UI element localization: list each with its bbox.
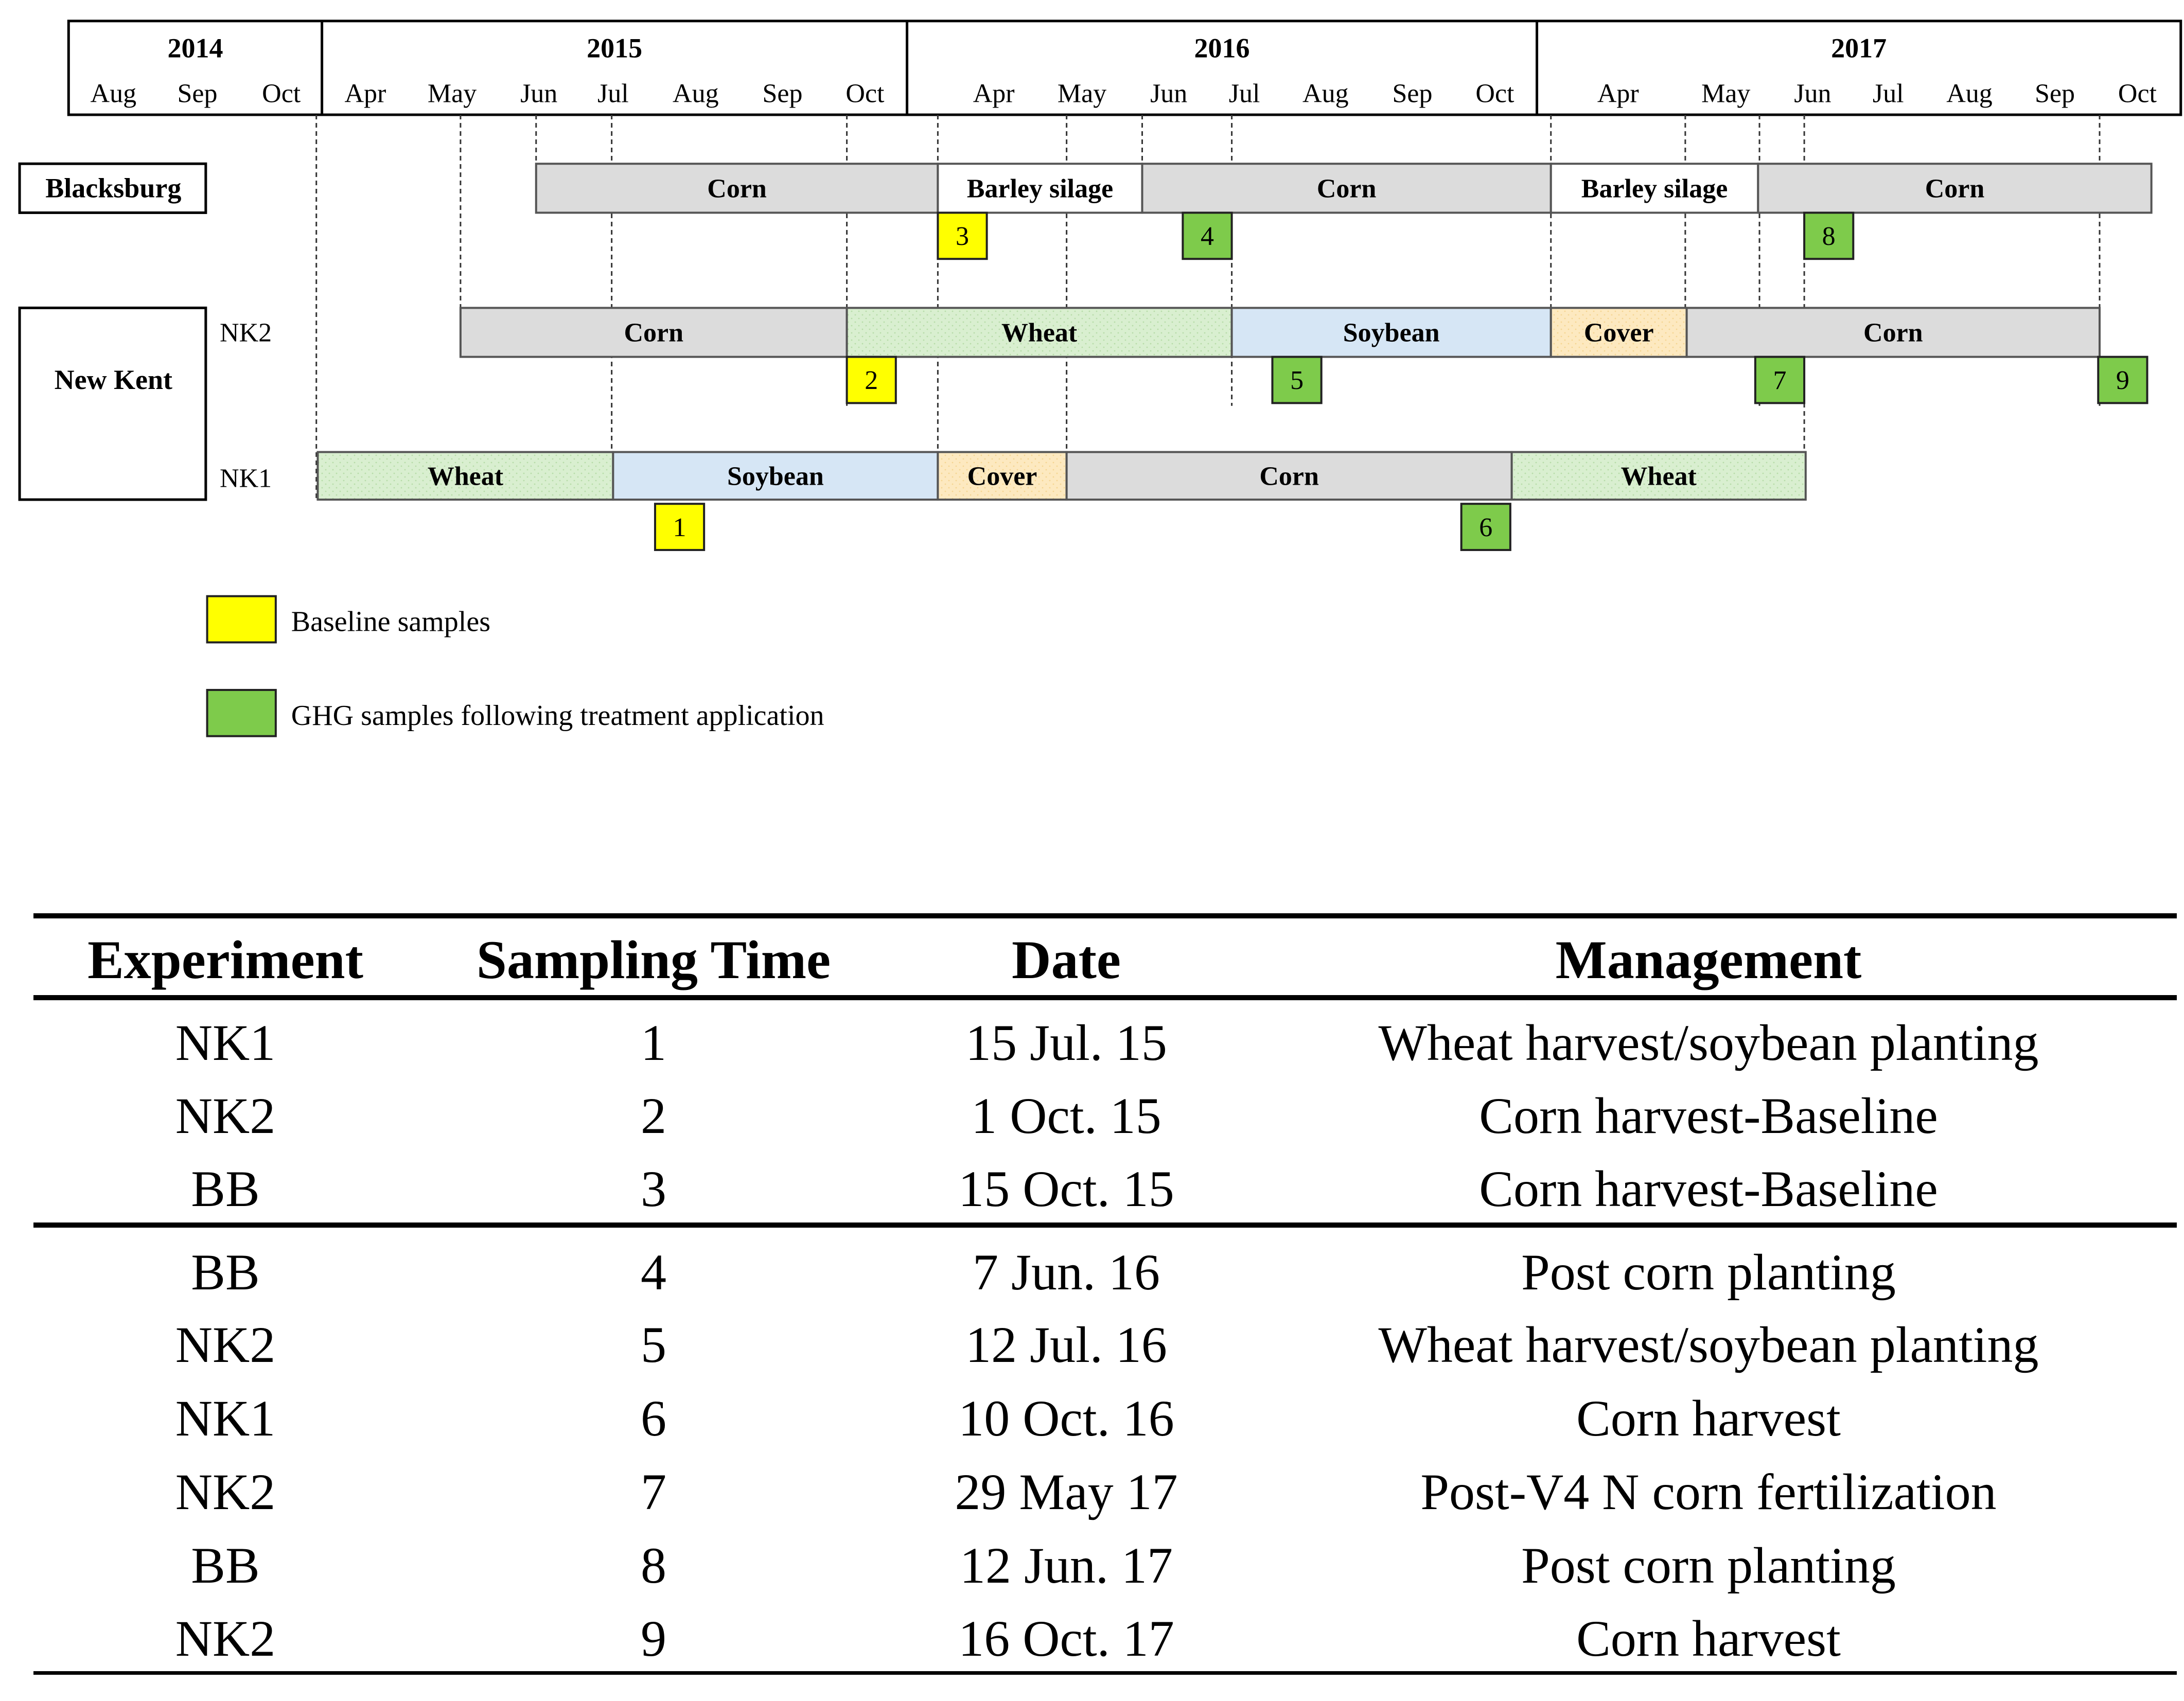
cell-management: Corn harvest-Baseline [1479,1160,1938,1217]
month-label: Jul [1872,79,1904,109]
row-label-nk2: NK2 [220,318,272,348]
year-label: 2014 [167,32,223,64]
sample-number: 3 [956,222,969,251]
sample-number: 6 [1479,512,1493,542]
sample-number: 8 [1822,222,1836,251]
cell-experiment: BB [191,1537,260,1594]
crop-label: Barley silage [966,174,1114,204]
month-label: Jun [1794,79,1831,109]
cell-management: Post-V4 N corn fertilization [1420,1463,1997,1520]
site-labels [20,164,272,500]
crop-label: Corn [707,174,767,204]
cell-management: Wheat harvest/soybean planting [1378,1316,2039,1373]
cell-experiment: NK1 [175,1390,276,1447]
crop-label: Barley silage [1581,174,1728,204]
cell-sampling-time: 3 [641,1160,666,1217]
month-label: Sep [2034,79,2075,109]
crop-label: Corn [624,318,684,348]
header-management: Management [1555,930,1862,990]
year-label: 2015 [587,32,643,64]
cell-date: 12 Jun. 17 [960,1537,1173,1594]
month-label: Aug [1302,79,1349,109]
sample-number: 5 [1290,366,1304,396]
crop-rotation-bars [318,164,2151,500]
cell-date: 29 May 17 [955,1463,1178,1520]
cell-experiment: BB [191,1244,260,1301]
crop-label: Soybean [1343,318,1440,348]
year-label: 2017 [1831,32,1887,64]
crop-label: Corn [1863,318,1923,348]
cell-date: 16 Oct. 17 [958,1610,1174,1667]
legend-swatch-ghg [207,690,276,736]
month-label: Oct [2118,79,2157,109]
crop-label: Cover [967,462,1037,491]
new-kent-box [20,308,206,500]
month-label: Oct [1475,79,1514,109]
month-label: Aug [1946,79,1993,109]
month-label: Sep [762,79,803,109]
crop-label: Wheat [1001,318,1078,348]
crop-label: Corn [1925,174,1985,204]
crop-label: Corn [1316,174,1377,204]
cell-experiment: NK2 [175,1087,276,1144]
cell-management: Corn harvest-Baseline [1479,1087,1938,1144]
month-label: Sep [177,79,218,109]
month-label: Jun [1150,79,1188,109]
cell-date: 10 Oct. 16 [958,1390,1174,1447]
cell-experiment: BB [191,1160,260,1217]
month-label: Apr [1597,79,1639,109]
month-label: Apr [973,79,1015,109]
header-date: Date [1012,930,1121,990]
cell-experiment: NK2 [175,1463,276,1520]
cell-sampling-time: 6 [641,1390,666,1447]
crop-label: Cover [1583,318,1654,348]
month-label: Sep [1392,79,1433,109]
month-label: Aug [90,79,137,109]
crop-label: Corn [1259,462,1319,491]
sample-number: 4 [1201,222,1214,251]
month-label: Jul [597,79,629,109]
cell-sampling-time: 1 [641,1014,666,1071]
timeline-header [68,21,2180,115]
cell-management: Corn harvest [1576,1610,1841,1667]
month-label: Jul [1228,79,1260,109]
cell-experiment: NK2 [175,1610,276,1667]
year-label: 2016 [1194,32,1250,64]
legend-label-baseline: Baseline samples [291,606,491,638]
month-label: Oct [262,79,301,109]
month-label: Jun [520,79,558,109]
cell-date: 7 Jun. 16 [973,1244,1160,1301]
legend [207,596,824,736]
crop-label: Wheat [1621,462,1697,491]
sample-number: 1 [673,512,686,542]
row-label-nk1: NK1 [220,464,272,493]
month-label: Aug [673,79,719,109]
month-label: Apr [344,79,386,109]
site-label-new-kent: New Kent [54,364,173,396]
site-label-blacksburg: Blacksburg [45,172,182,204]
legend-label-ghg: GHG samples following treatment application [291,699,824,732]
sample-number: 7 [1773,366,1787,396]
crop-label: Soybean [727,462,824,491]
cell-management: Wheat harvest/soybean planting [1378,1014,2039,1071]
cell-sampling-time: 5 [641,1316,666,1373]
cell-sampling-time: 9 [641,1610,666,1667]
cell-management: Post corn planting [1521,1244,1896,1301]
sample-number: 9 [2116,366,2129,396]
month-label: May [1057,79,1107,109]
cell-experiment: NK2 [175,1316,276,1373]
crop-label: Wheat [427,462,504,491]
cell-sampling-time: 7 [641,1463,666,1520]
header-sampling-time: Sampling Time [476,930,831,990]
month-label: Oct [846,79,885,109]
cell-experiment: NK1 [175,1014,276,1071]
cell-management: Post corn planting [1521,1537,1896,1594]
cell-date: 15 Oct. 15 [958,1160,1174,1217]
cell-management: Corn harvest [1576,1390,1841,1447]
cell-date: 15 Jul. 15 [965,1014,1167,1071]
cell-sampling-time: 2 [641,1087,666,1144]
cell-sampling-time: 8 [641,1537,666,1594]
legend-swatch-baseline [207,596,276,643]
cell-date: 1 Oct. 15 [971,1087,1161,1144]
cell-date: 12 Jul. 16 [965,1316,1167,1373]
header-experiment: Experiment [87,930,363,990]
month-label: May [427,79,477,109]
cell-sampling-time: 4 [641,1244,666,1301]
sample-number: 2 [865,366,878,396]
month-label: May [1701,79,1751,109]
